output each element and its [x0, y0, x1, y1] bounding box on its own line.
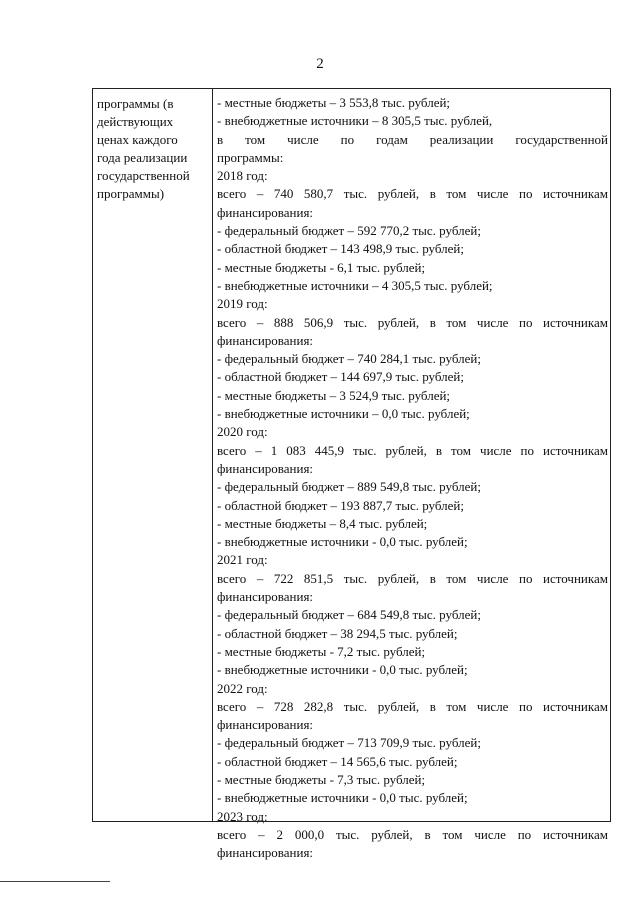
source-item: - местные бюджеты - 6,1 тыс. рублей; [217, 259, 426, 275]
source-item: - областной бюджет – 193 887,7 тыс. рублей; [217, 497, 464, 513]
source-item: - местные бюджеты - 7,3 тыс. рублей; [217, 771, 426, 787]
source-item: - внебюджетные источники – 4 305,5 тыс. рублей; [217, 277, 493, 293]
financing-table [92, 88, 611, 861]
year-label: 2018 год: [217, 168, 268, 184]
year-label: 2023 год: [217, 808, 268, 824]
source-item: - местные бюджеты - 7,2 тыс. рублей; [217, 643, 426, 659]
year-total-cont: финансирования: [217, 717, 314, 733]
year-total-cont: финансирования: [217, 589, 314, 605]
label-line: программы (в [97, 96, 174, 111]
source-item: - федеральный бюджет – 713 709,9 тыс. рублей; [217, 735, 481, 751]
page-number: 2 [316, 56, 324, 72]
source-item: - федеральный бюджет – 740 284,1 тыс. рублей; [217, 351, 481, 367]
year-total: всего – 722 851,5 тыс. рублей, в том числе по источникам [217, 570, 608, 586]
by-years-line: программы: [217, 149, 284, 165]
source-item: - областной бюджет – 143 498,9 тыс. рублей; [217, 241, 464, 257]
label-cell [97, 95, 209, 203]
source-item: - внебюджетные источники – 0,0 тыс. рублей; [217, 406, 470, 422]
year-label: 2022 год: [217, 680, 268, 696]
label-line: действующих [97, 114, 174, 129]
label-line: ценах каждого [97, 132, 178, 147]
year-block-2022 [217, 680, 608, 808]
year-block-2021 [217, 551, 608, 679]
footer-rule [0, 881, 110, 882]
year-total: всего – 1 083 445,9 тыс. рублей, в том числе по источникам [217, 442, 608, 458]
year-total: всего – 2 000,0 тыс. рублей, в том числе по источникам [217, 826, 608, 842]
source-item: - областной бюджет – 38 294,5 тыс. рублей; [217, 625, 458, 641]
source-item: - федеральный бюджет – 592 770,2 тыс. рублей; [217, 223, 481, 239]
year-block-2018 [217, 167, 608, 295]
source-item: - федеральный бюджет – 889 549,8 тыс. рублей; [217, 479, 481, 495]
year-total-cont: финансирования: [217, 204, 314, 220]
column-divider [212, 89, 213, 821]
intro-line: - местные бюджеты – 3 553,8 тыс. рублей; [217, 95, 451, 110]
year-label: 2020 год: [217, 424, 268, 440]
label-line: программы) [97, 186, 165, 201]
source-item: - внебюджетные источники - 0,0 тыс. рублей; [217, 790, 468, 806]
year-block-2023 [217, 808, 608, 863]
source-item: - внебюджетные источники - 0,0 тыс. рублей; [217, 662, 468, 678]
year-total-cont: финансирования: [217, 332, 314, 348]
year-total: всего – 888 506,9 тыс. рублей, в том числе по источникам [217, 314, 608, 330]
year-total-cont: финансирования: [217, 845, 314, 861]
year-block-2020 [217, 423, 608, 551]
source-item: - федеральный бюджет – 684 549,8 тыс. рублей; [217, 607, 481, 623]
label-line: года реализации [97, 150, 188, 165]
source-item: - местные бюджеты – 3 524,9 тыс. рублей; [217, 387, 451, 403]
year-label: 2021 год: [217, 552, 268, 568]
financing-cell [217, 94, 608, 862]
year-block-2019 [217, 295, 608, 423]
source-item: - областной бюджет – 14 565,6 тыс. рублей; [217, 753, 458, 769]
year-label: 2019 год: [217, 296, 268, 312]
by-years-line: в том числе по годам реализации государственной [217, 131, 608, 147]
label-line: государственной [97, 168, 190, 183]
year-total: всего – 728 282,8 тыс. рублей, в том числе по источникам [217, 698, 608, 714]
year-total-cont: финансирования: [217, 460, 314, 476]
source-item: - областной бюджет – 144 697,9 тыс. рублей; [217, 369, 464, 385]
intro-line: - внебюджетные источники – 8 305,5 тыс. рублей, [217, 113, 493, 129]
source-item: - внебюджетные источники - 0,0 тыс. рублей; [217, 534, 468, 550]
year-total: всего – 740 580,7 тыс. рублей, в том числе по источникам [217, 186, 608, 202]
source-item: - местные бюджеты – 8,4 тыс. рублей; [217, 515, 428, 531]
